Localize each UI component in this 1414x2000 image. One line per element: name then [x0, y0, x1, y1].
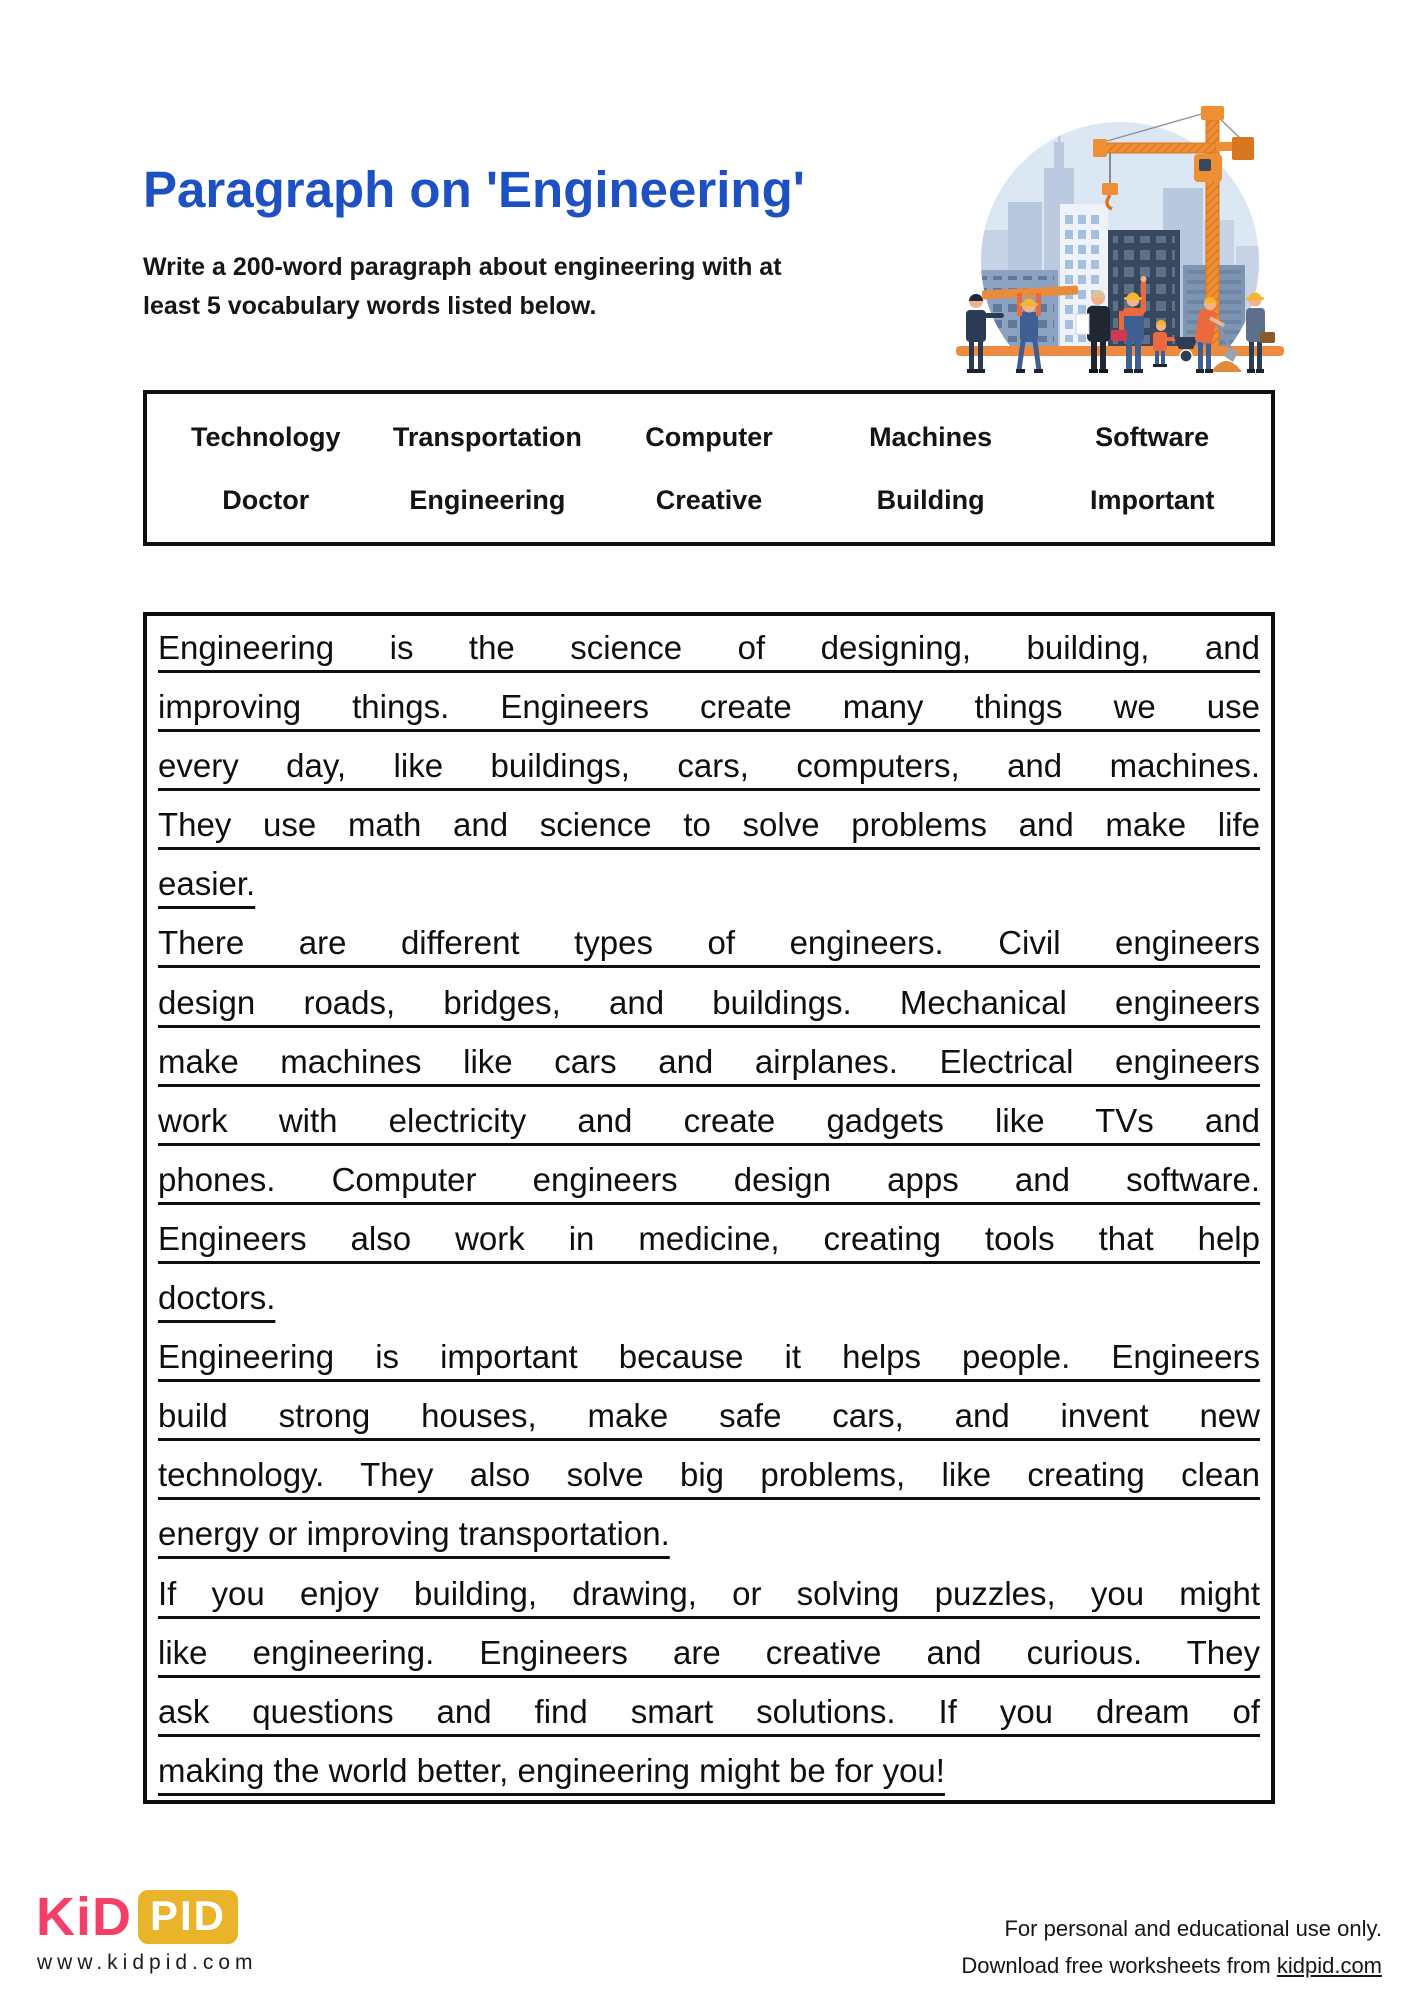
essay-line: build strong houses, make safe cars, and invent new	[158, 1397, 1260, 1435]
logo-pid-badge: PID	[138, 1890, 238, 1944]
vocab-word: Engineering	[409, 485, 566, 515]
essay-line: Engineering is the science of designing, building, and	[158, 629, 1260, 666]
instructions-line2: least 5 vocabulary words listed below.	[143, 292, 597, 320]
essay-line: Engineering is important because it helps people. Engineers	[158, 1338, 1260, 1376]
essay-line: doctors.	[158, 1279, 276, 1317]
essay-line: every day, like buildings, cars, computers, and machines.	[158, 747, 1260, 785]
essay-line: ask questions and find smart solutions. If you dream of	[158, 1692, 1260, 1730]
kidpid-link[interactable]: kidpid.com	[1276, 1953, 1382, 1978]
essay-line: easier.	[158, 865, 256, 903]
vocab-word: Software	[1095, 422, 1210, 452]
essay-line: There are different types of engineers. Civil engineers	[158, 924, 1260, 962]
vocab-word: Computer	[645, 422, 773, 452]
essay-line: design roads, bridges, and buildings. Mechanical engineers	[158, 983, 1260, 1021]
vocab-word: Important	[1089, 485, 1215, 515]
essay-line: work with electricity and create gadgets like TVs and	[158, 1101, 1260, 1139]
essay-box	[143, 612, 1275, 1804]
kidpid-logo	[36, 1886, 238, 1948]
vocabulary-box	[143, 390, 1275, 546]
essay-line: like engineering. Engineers are creative and curious. They	[158, 1633, 1260, 1671]
vocab-word: Doctor	[222, 485, 310, 515]
essay-line: energy or improving transportation.	[158, 1515, 670, 1553]
page-title: Paragraph on 'Engineering'	[143, 161, 805, 218]
vocabulary-grid	[147, 394, 1271, 542]
construction-site-illustration	[948, 80, 1288, 380]
usage-notice	[961, 1910, 1382, 1984]
instructions-line1: Write a 200-word paragraph about engineering with at	[143, 253, 782, 281]
essay-line: technology. They also solve big problems, like creating clean	[158, 1456, 1260, 1494]
essay-line: improving things. Engineers create many things we use	[158, 688, 1260, 726]
vocab-word: Technology	[191, 422, 341, 452]
vocab-word: Machines	[869, 422, 993, 452]
usage-notice-line2	[961, 1947, 1382, 1984]
website-url: www.kidpid.com	[37, 1951, 258, 1974]
vocab-word: Building	[876, 485, 985, 515]
vocab-word: Creative	[655, 485, 763, 515]
logo-kid-text: KiD	[36, 1887, 132, 1947]
usage-notice-line2-prefix: Download free worksheets from	[961, 1953, 1277, 1978]
essay-line: They use math and science to solve problems and make life	[158, 806, 1260, 844]
essay-line: phones. Computer engineers design apps and software.	[158, 1160, 1260, 1198]
essay-line: If you enjoy building, drawing, or solving puzzles, you might	[158, 1574, 1260, 1612]
usage-notice-line1: For personal and educational use only.	[1004, 1916, 1382, 1941]
vocab-word: Transportation	[392, 422, 582, 452]
essay-line: making the world better, engineering might be for you!	[158, 1751, 945, 1789]
essay-line: make machines like cars and airplanes. Electrical engineers	[158, 1042, 1260, 1080]
instructions	[143, 248, 782, 326]
essay-line: Engineers also work in medicine, creating tools that help	[158, 1219, 1260, 1257]
